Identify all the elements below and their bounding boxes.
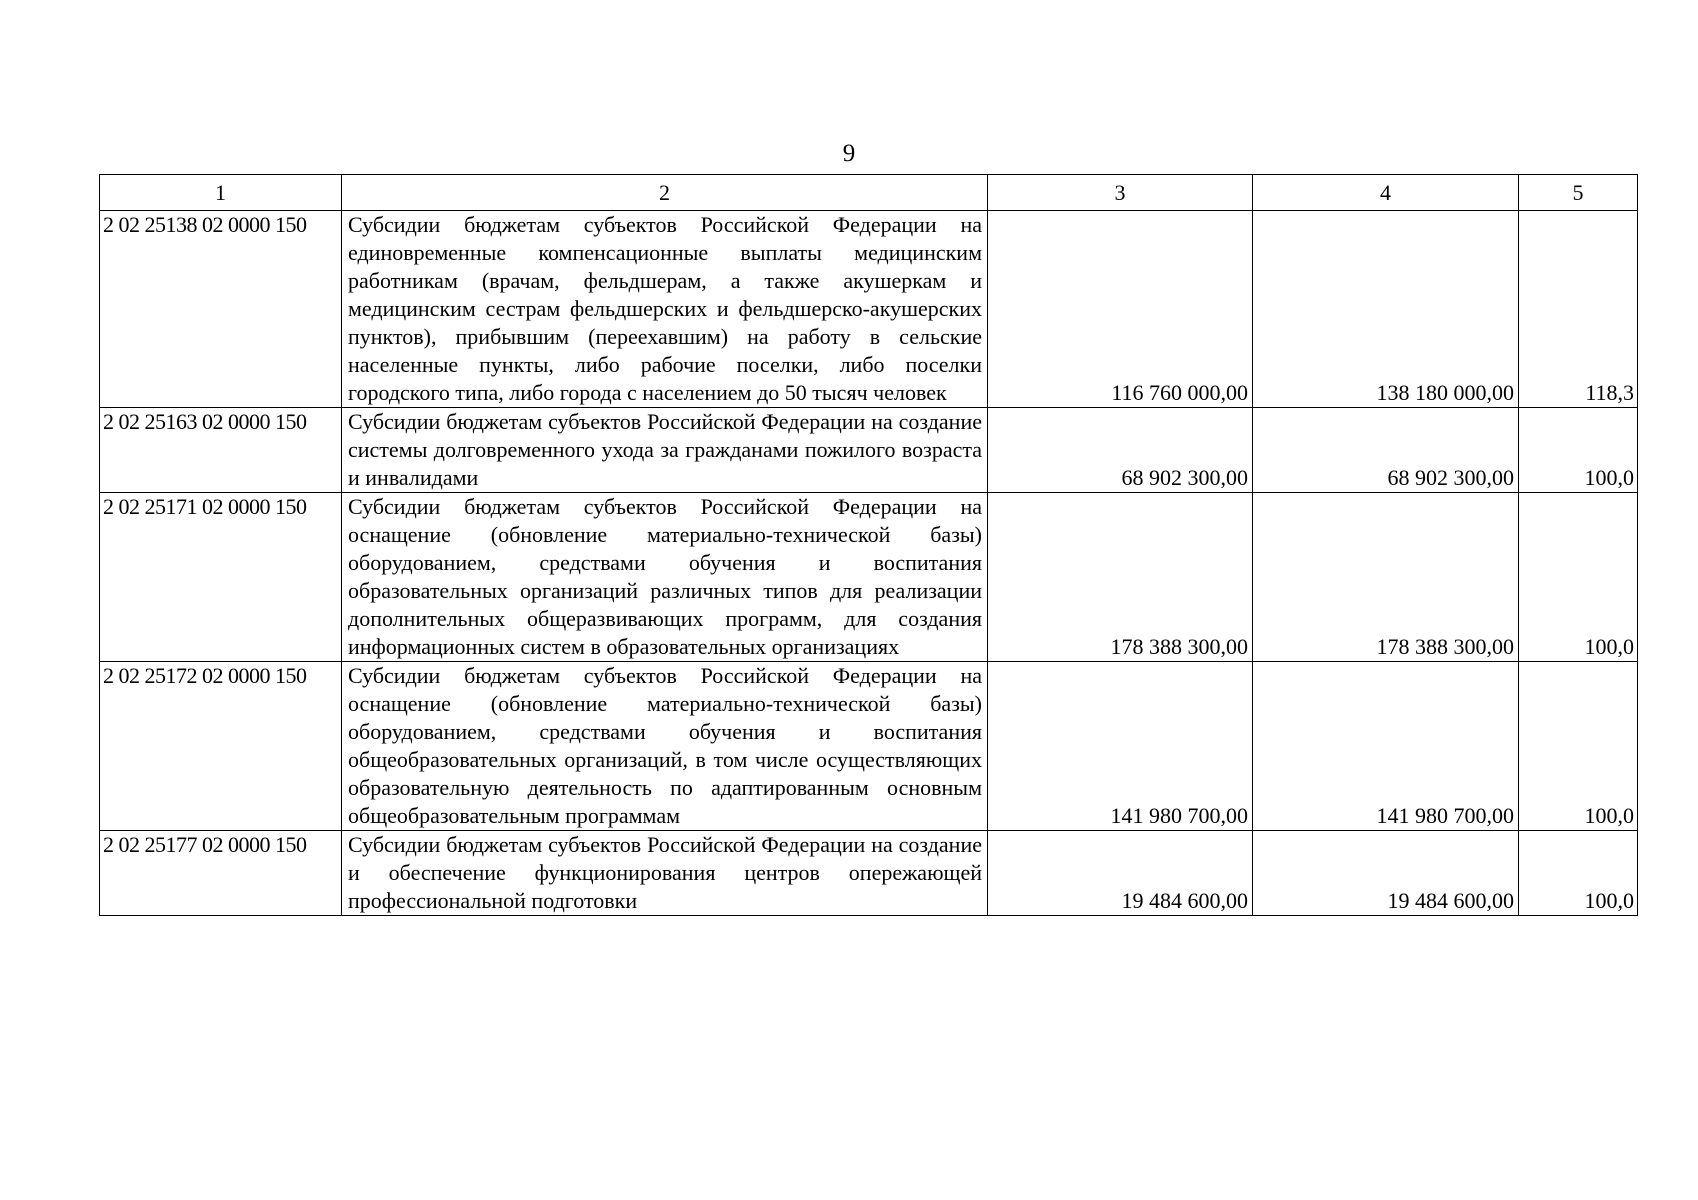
- column-number-1: 1: [100, 175, 342, 211]
- page-number: 9: [842, 140, 856, 167]
- amount-column-4: 141 980 700,00: [1253, 662, 1519, 831]
- table-row: [100, 211, 1638, 408]
- revenue-name: Субсидии бюджетам субъектов Российской Федерации на создание системы долговременного ухода за гражданами пожилого возраста и инвалидами: [342, 408, 988, 493]
- budget-table: [99, 174, 1638, 916]
- amount-column-4: 178 388 300,00: [1253, 493, 1519, 662]
- column-number-5: 5: [1519, 175, 1638, 211]
- percent-column-5: 100,0: [1519, 662, 1638, 831]
- amount-column-4: 19 484 600,00: [1253, 831, 1519, 916]
- budget-code: 2 02 25138 02 0000 150: [100, 211, 342, 408]
- table-row: [100, 493, 1638, 662]
- percent-column-5: 100,0: [1519, 493, 1638, 662]
- revenue-name: Субсидии бюджетам субъектов Российской Федерации на оснащение (обновление материально-технической базы) оборудованием, средствами обучения и воспитания общеобразовательных организаций, в том числе осуществляющих образовательную деятельность по адаптированным основным общеобразовательным программам: [342, 662, 988, 831]
- percent-column-5: 100,0: [1519, 408, 1638, 493]
- table-header-row: [100, 175, 1638, 211]
- amount-column-4: 68 902 300,00: [1253, 408, 1519, 493]
- percent-column-5: 118,3: [1519, 211, 1638, 408]
- revenue-name: Субсидии бюджетам субъектов Российской Федерации на единовременные компенсационные выплаты медицинским работникам (врачам, фельдшерам, а также акушеркам и медицинским сестрам фельдшерских и фельдшерско-акушерских пунктов), прибывшим (переехавшим) на работу в сельские населенные пункты, либо рабочие поселки, либо поселки городского типа, либо города с населением до 50 тысяч человек: [342, 211, 988, 408]
- budget-code: 2 02 25177 02 0000 150: [100, 831, 342, 916]
- amount-column-3: 141 980 700,00: [988, 662, 1253, 831]
- amount-column-3: 19 484 600,00: [988, 831, 1253, 916]
- column-number-2: 2: [342, 175, 988, 211]
- amount-column-4: 138 180 000,00: [1253, 211, 1519, 408]
- revenue-name: Субсидии бюджетам субъектов Российской Федерации на оснащение (обновление материально-технической базы) оборудованием, средствами обучения и воспитания образовательных организаций различных типов для реализации дополнительных общеразвивающих программ, для создания информационных систем в образовательных организациях: [342, 493, 988, 662]
- revenue-name: Субсидии бюджетам субъектов Российской Федерации на создание и обеспечение функционирования центров опережающей профессиональной подготовки: [342, 831, 988, 916]
- budget-code: 2 02 25171 02 0000 150: [100, 493, 342, 662]
- column-number-4: 4: [1253, 175, 1519, 211]
- table-row: [100, 831, 1638, 916]
- column-number-3: 3: [988, 175, 1253, 211]
- table-row: [100, 408, 1638, 493]
- budget-code: 2 02 25172 02 0000 150: [100, 662, 342, 831]
- percent-column-5: 100,0: [1519, 831, 1638, 916]
- amount-column-3: 68 902 300,00: [988, 408, 1253, 493]
- amount-column-3: 178 388 300,00: [988, 493, 1253, 662]
- amount-column-3: 116 760 000,00: [988, 211, 1253, 408]
- budget-code: 2 02 25163 02 0000 150: [100, 408, 342, 493]
- table-row: [100, 662, 1638, 831]
